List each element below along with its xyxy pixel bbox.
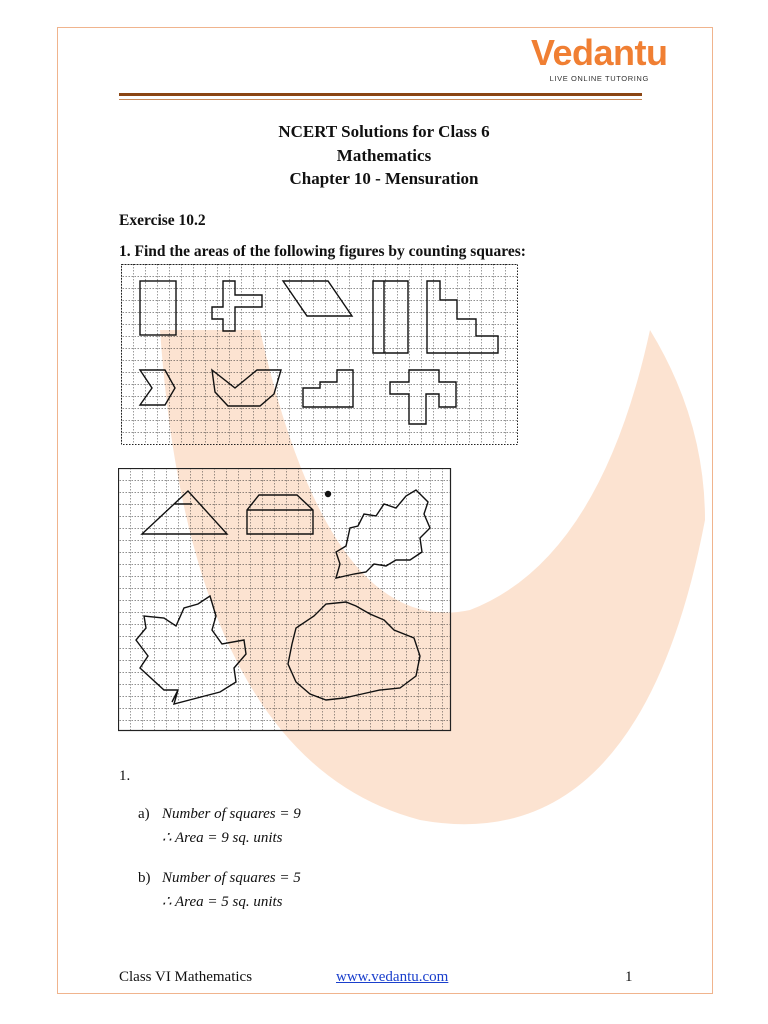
answer-b-area: [162, 892, 283, 911]
answer-b-count: [138, 870, 301, 887]
header-rule-thin: [119, 99, 642, 100]
dot-marker: [326, 492, 331, 497]
title-line-1: NCERT Solutions for Class 6: [278, 122, 490, 141]
header-rule: [119, 93, 642, 96]
answer-a-count: [138, 806, 301, 823]
logo-tagline: LIVE ONLINE TUTORING: [549, 74, 649, 83]
footer-website-link[interactable]: www.vedantu.com: [336, 969, 449, 985]
vedantu-logo: [531, 34, 668, 83]
answer-a-label: a): [138, 806, 150, 822]
question-text: 1. Find the areas of the following figures by counting squares:: [119, 243, 526, 260]
footer-page-number: 1: [625, 969, 633, 985]
title-line-2: Mathematics: [336, 146, 432, 165]
logo-wordmark: Vedantu: [531, 32, 668, 73]
figure-grid-1: [121, 264, 519, 446]
answer-a-area: [162, 828, 283, 847]
figure-grid-2: [118, 468, 452, 734]
answer-b-label: b): [138, 870, 151, 886]
answer-a-area-text: ∴ Area = 9 sq. units: [162, 830, 283, 846]
footer-class-label: Class VI Mathematics: [119, 969, 253, 985]
title-line-3: Chapter 10 - Mensuration: [289, 169, 479, 188]
answer-a-count-text: Number of squares = 9: [162, 806, 301, 822]
answer-number: 1.: [119, 768, 131, 784]
answer-b-count-text: Number of squares = 5: [162, 870, 301, 886]
answer-b-area-text: ∴ Area = 5 sq. units: [162, 894, 283, 910]
exercise-heading: Exercise 10.2: [119, 212, 206, 229]
